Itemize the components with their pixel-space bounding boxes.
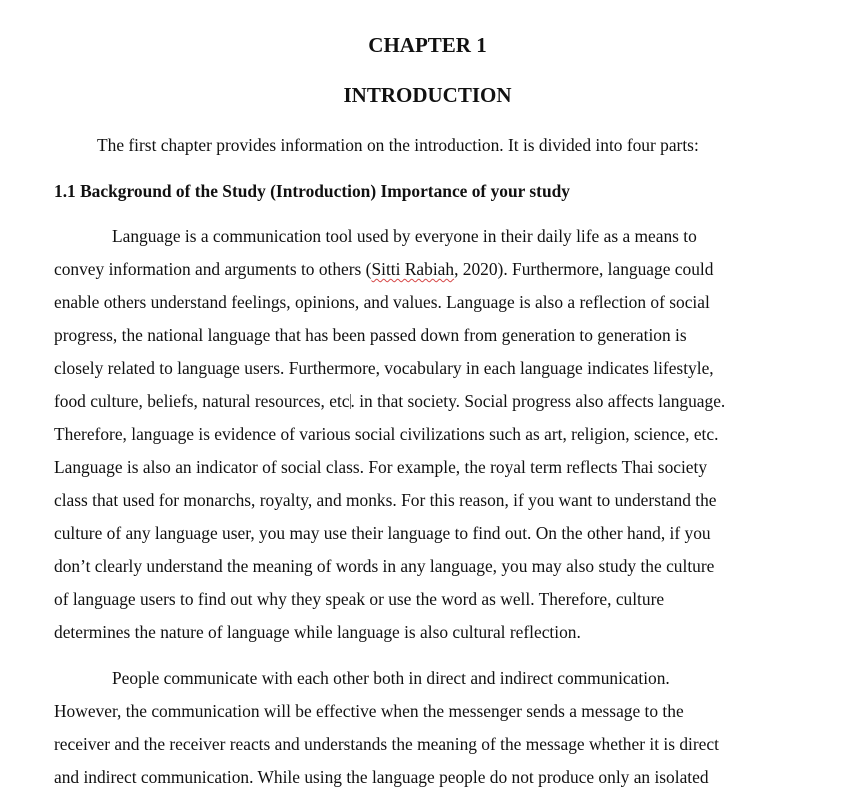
chapter-number: CHAPTER 1: [368, 33, 487, 57]
text-line: and indirect communication. While using the language people do not produce only an isolated: [54, 767, 709, 787]
text-line: of language users to find out why they speak or use the word as well. Therefore, culture: [54, 589, 665, 609]
text-line: [54, 391, 725, 412]
chapter-title: INTRODUCTION: [343, 83, 512, 107]
text-segment: convey information and arguments to others (: [54, 259, 372, 279]
text-line: culture of any language user, you may use their language to find out. On the other hand, if you: [54, 523, 711, 543]
section-heading: 1.1 Background of the Study (Introduction) Importance of your study: [54, 181, 570, 201]
intro-paragraph: The first chapter provides information on the introduction. It is divided into four parts:: [97, 135, 699, 155]
text-line: However, the communication will be effective when the messenger sends a message to the: [54, 701, 684, 721]
text-line: Therefore, language is evidence of various social civilizations such as art, religion, science, etc.: [54, 424, 719, 444]
text-segment: , 2020). Furthermore, language could: [454, 259, 714, 279]
text-line: Language is also an indicator of social class. For example, the royal term reflects Thai society: [54, 457, 708, 477]
text-line: Language is a communication tool used by everyone in their daily life as a means to: [112, 226, 697, 246]
text-segment: food culture, beliefs, natural resources, etc: [54, 391, 350, 411]
text-segment: . in that society. Social progress also affects language.: [350, 391, 726, 411]
text-line: progress, the national language that has been passed down from generation to generation is: [54, 325, 687, 345]
text-line: don’t clearly understand the meaning of words in any language, you may also study the culture: [54, 556, 715, 576]
text-line: determines the nature of language while language is also cultural reflection.: [54, 622, 581, 642]
text-line: [54, 259, 713, 280]
text-line: class that used for monarchs, royalty, and monks. For this reason, if you want to understand the: [54, 490, 717, 510]
text-line: People communicate with each other both in direct and indirect communication.: [112, 668, 670, 688]
text-line: receiver and the receiver reacts and understands the meaning of the message whether it is direct: [54, 734, 719, 754]
text-line: enable others understand feelings, opinions, and values. Language is also a reflection of social: [54, 292, 710, 312]
text-line: closely related to language users. Furthermore, vocabulary in each language indicates lifestyle,: [54, 358, 714, 378]
spellcheck-flagged-word[interactable]: Sitti Rabiah: [371, 259, 455, 279]
